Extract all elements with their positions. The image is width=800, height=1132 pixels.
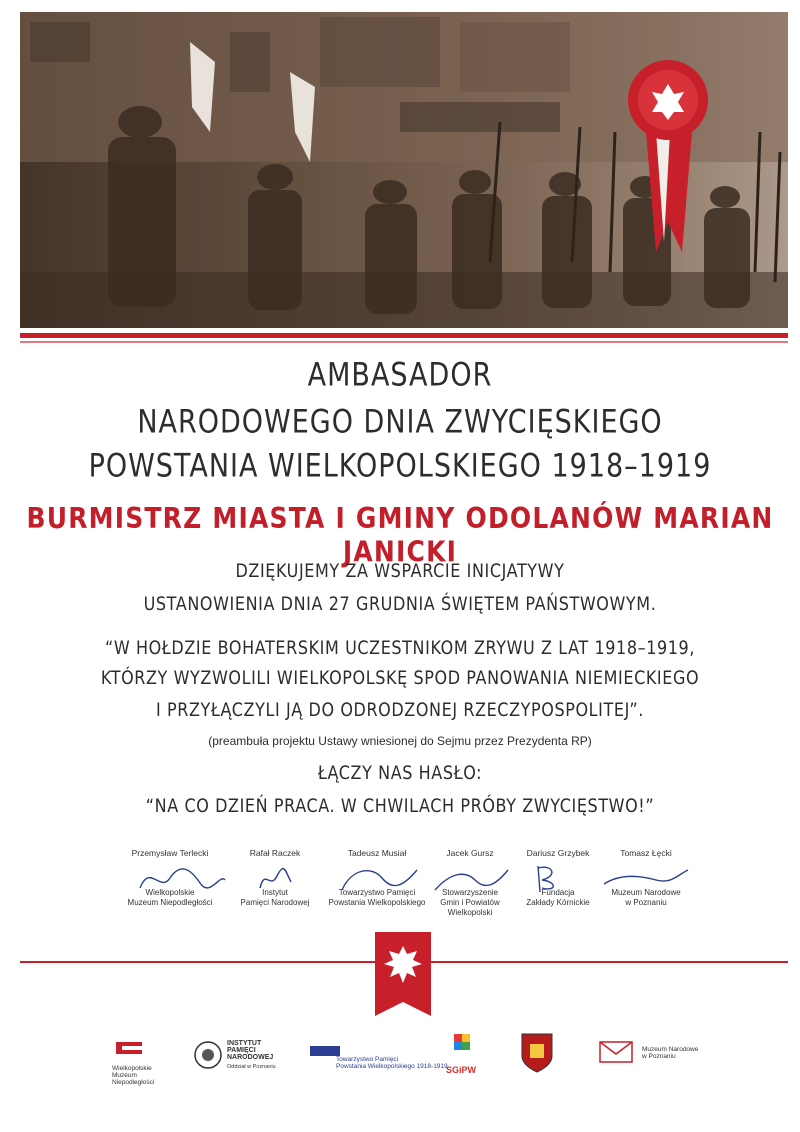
zaklady-kornickie-crest-icon (520, 1032, 554, 1074)
wmn-logo-icon (112, 1038, 148, 1060)
quote-line-3: I PRZYŁĄCZYLI JĄ DO ODRODZONEJ RZECZYPOSPOLITEJ”. (156, 698, 644, 721)
logo-tppw: Towarzystwo Pamięci Powstania Wielkopolskiego 1918-1919 (308, 1040, 423, 1080)
logo-mnp: Muzeum Narodowe w Poznaniu (598, 1040, 708, 1080)
title-line-2: NARODOWEGO DNIA ZWYCIĘSKIEGO (137, 404, 663, 441)
header-photo-marching-soldiers (20, 12, 788, 328)
thanks-line-1: DZIĘKUJEMY ZA WSPARCIE INICJATYWY (235, 559, 565, 582)
signatory-name: Tadeusz Musiał (347, 848, 407, 858)
white-eagle-banner-icon (375, 932, 431, 1016)
signatory-2 (225, 848, 325, 918)
header-divider (20, 333, 788, 338)
honoree-name: BURMISTRZ MIASTA I GMINY ODOLANÓW MARIAN JANICKI (26, 501, 774, 569)
logo-sgipw: SGiPW (446, 1034, 486, 1080)
motto-text: “NA CO DZIEŃ PRACA. W CHWILACH PRÓBY ZWYCIĘSTWO!” (145, 794, 655, 817)
signatory-name: Tomasz Łęcki (620, 848, 672, 858)
footer-divider-left (20, 961, 375, 963)
logo-ipn: INSTYTUT PAMIĘCI NARODOWEJ Oddział w Poznaniu (193, 1040, 283, 1080)
quote-line-2: KTÓRZY WYZWOLILI WIELKOPOLSKĘ SPOD PANOWANIA NIEMIECKIEGO (100, 666, 700, 689)
signatory-name: Dariusz Grzybek (526, 848, 590, 858)
signatory-org: Towarzystwo Pamięci Powstania Wielkopolskiego (328, 888, 426, 907)
signatory-1 (110, 848, 230, 918)
quote-source: (preambuła projektu Ustawy wniesionej do Sejmu przez Prezydenta RP) (208, 734, 592, 748)
mnp-logo-icon (598, 1040, 634, 1064)
title-line-3: POWSTANIA WIELKOPOLSKIEGO 1918–1919 (88, 448, 712, 485)
signatory-org: Instytut Pamięci Narodowej (240, 888, 310, 907)
ipn-emblem-icon (193, 1040, 223, 1070)
signatory-org: Muzeum Narodowe w Poznaniu (611, 888, 681, 907)
signatory-6 (596, 848, 696, 918)
footer-divider-right (431, 961, 788, 963)
header-divider-thin (20, 341, 788, 343)
logo-wmn: Wielkopolskie Muzeum Niepodległości (112, 1038, 172, 1088)
title-line-1: AMBASADOR (307, 357, 493, 394)
quote-line-1: “W HOŁDZIE BOHATERSKIM UCZESTNIKOM ZRYWU Z LAT 1918–1919, (104, 636, 696, 659)
sgipw-logo-icon (446, 1034, 478, 1062)
soldiers-illustration (20, 12, 788, 328)
signatory-org: Wielkopolskie Muzeum Niepodległości (127, 888, 213, 907)
signatory-name: Rafał Raczek (249, 848, 301, 858)
signatory-org: Fundacja Zakłady Kórnickie (526, 888, 590, 907)
thanks-line-2: USTANOWIENIA DNIA 27 GRUDNIA ŚWIĘTEM PAŃSTWOWYM. (143, 592, 657, 615)
signatory-name: Jacek Gursz (446, 848, 494, 858)
signatory-name: Przemysław Terlecki (131, 848, 209, 858)
motto-label: ŁĄCZY NAS HASŁO: (317, 761, 483, 784)
signatory-org: Stowarzyszenie Gmin i Powiatów Wielkopolski (440, 888, 500, 917)
